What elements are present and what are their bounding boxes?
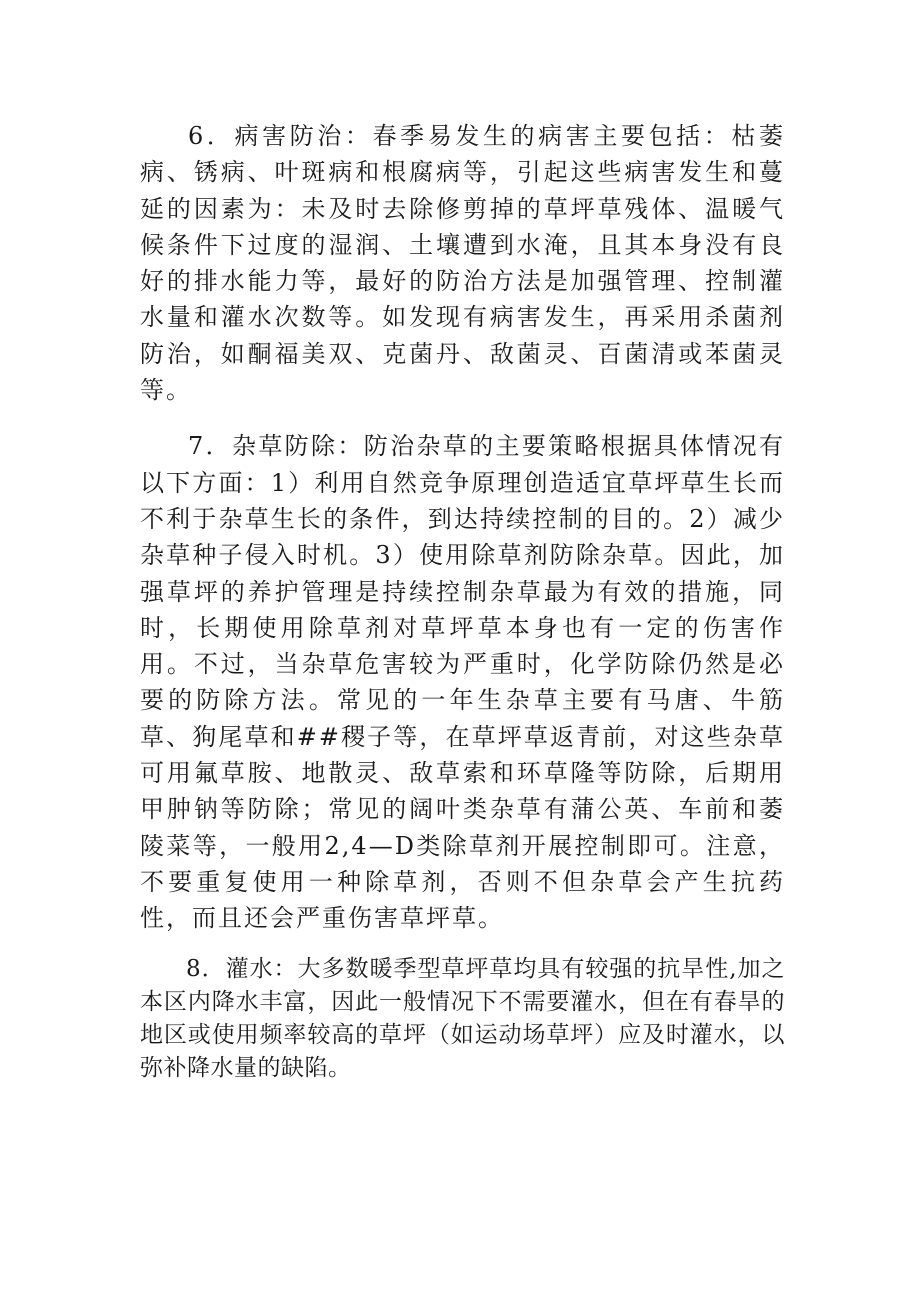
document-body	[140, 118, 785, 1085]
paragraph-irrigation: 8．灌水：大多数暖季型草坪草均具有较强的抗旱性,加之本区内降水丰富，因此一般情况下不需要灌水，但在有春旱的地区或使用频率较高的草坪（如运动场草坪）应及时灌水，以弥补降水量的缺陷。	[140, 955, 785, 1081]
paragraph-weed-control: 7．杂草防除：防治杂草的主要策略根据具体情况有以下方面：1）利用自然竞争原理创造适宜草坪草生长而不利于杂草生长的条件，到达持续控制的目的。2）减少杂草种子侵入时机。3）使用除草剂防除杂草。因此，加强草坪的养护管理是持续控制杂草最为有效的措施，同时，长期使用除草剂对草坪草本身也有一定的伤害作用。不过，当杂草危害较为严重时，化学防除仍然是必要的防除方法。常见的一年生杂草主要有马唐、牛筋草、狗尾草和##稷子等，在草坪草返青前，对这些杂草可用氟草胺、地散灵、敌草索和环草隆等防除，后期用甲肿钠等防除；常见的阔叶类杂草有蒲公英、车前和萎陵菜等，一般用2,4—D类除草剂开展控制即可。注意，不要重复使用一种除草剂，否则不但杂草会产生抗药性，而且还会严重伤害草坪草。	[140, 432, 785, 933]
paragraph-disease-control: 6．病害防治：春季易发生的病害主要包括：枯萎病、锈病、叶斑病和根腐病等，引起这些病害发生和蔓延的因素为：未及时去除修剪掉的草坪草残体、温暖气候条件下过度的湿润、土壤遭到水淹，且其本身没有良好的排水能力等，最好的防治方法是加强管理、控制灌水量和灌水次数等。如发现有病害发生，再采用杀菌剂防治，如酮福美双、克菌丹、敌菌灵、百菌清或苯菌灵等。	[140, 122, 785, 405]
